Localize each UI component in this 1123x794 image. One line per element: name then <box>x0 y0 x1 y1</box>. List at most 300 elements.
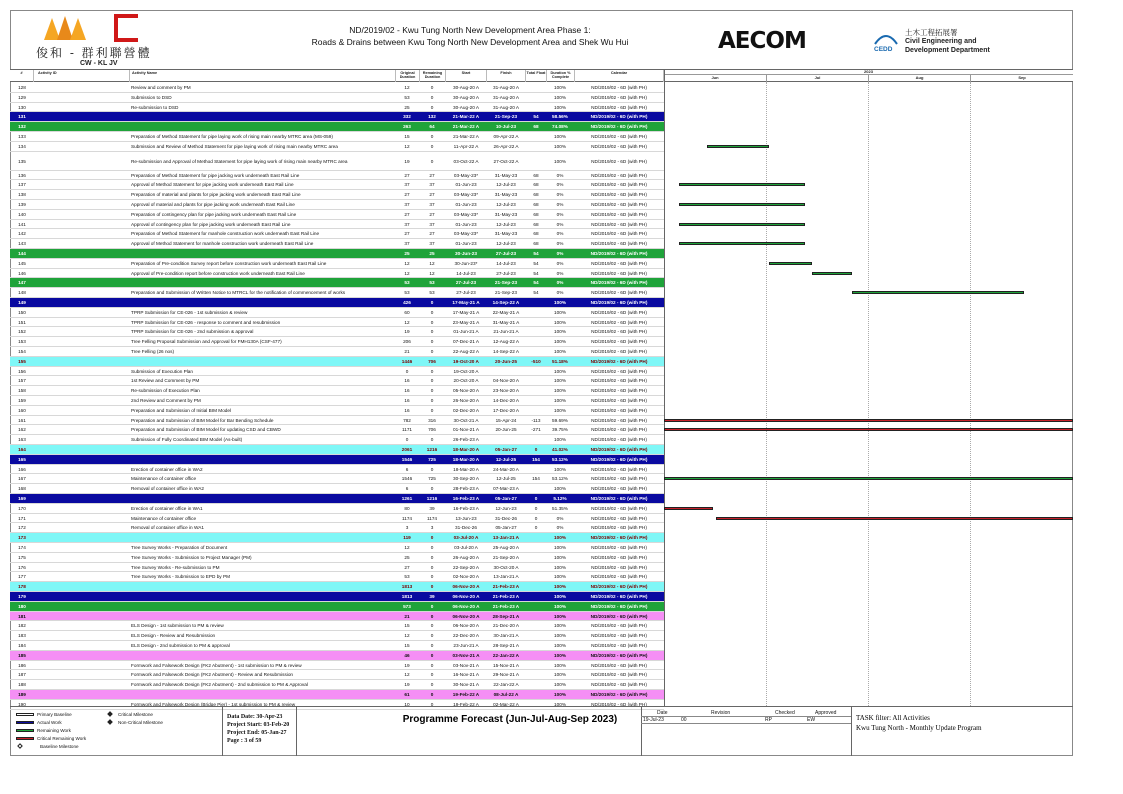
gantt-bar[interactable] <box>679 223 805 226</box>
wbs-row[interactable] <box>10 592 664 602</box>
cell-name: TPRP Submission for CE-026 - 2nd submission & approval <box>131 329 254 335</box>
project-start: Project Start: 03-Feb-20 <box>227 722 290 728</box>
table-row[interactable] <box>10 180 664 190</box>
cell-pc: 100% <box>554 486 566 492</box>
cell-cal: ND/2019/02 - 6D (with PH) <box>591 407 647 413</box>
cell-od: 27 <box>404 231 410 237</box>
col-activity-name[interactable]: Activity Name <box>130 70 396 82</box>
table-row[interactable] <box>10 142 664 152</box>
cell-st: 30-Aug-20 A <box>452 85 480 90</box>
cell-name: Tree Survey Works - Submission to EPD by PM <box>131 574 230 580</box>
cell-n: 150 <box>18 309 26 315</box>
cell-od: 21 <box>404 349 410 354</box>
timeline-month-aug: Aug <box>868 75 970 82</box>
cell-st: 23-Jun-21 A <box>453 643 479 648</box>
jv-logo <box>36 14 156 68</box>
col-start[interactable]: Start <box>446 70 487 82</box>
cell-st: 01-Jun-23 <box>455 202 477 207</box>
cell-rd: 0 <box>430 466 434 472</box>
cell-cal: ND/2019/02 - 6D (with PH) <box>590 358 648 364</box>
table-row[interactable] <box>10 465 664 475</box>
cell-st: 03-May-23* <box>453 192 479 198</box>
wbs-row[interactable] <box>10 494 664 504</box>
cell-st: 26-Feb-23 A <box>453 437 479 443</box>
cell-n: 153 <box>18 339 26 345</box>
table-row[interactable] <box>10 680 664 690</box>
table-row[interactable] <box>10 103 664 113</box>
cell-pc: 100% <box>554 682 566 688</box>
table-row[interactable] <box>10 504 664 514</box>
cell-pc: 100% <box>554 104 566 110</box>
cell-fi: 29-Nov-21 A <box>492 672 520 678</box>
cell-name: Re-submission to DSD <box>131 104 179 110</box>
cell-od: 3 <box>405 525 409 531</box>
cell-tf: 54 <box>533 251 539 256</box>
col-calendar[interactable]: Calendar <box>575 70 664 82</box>
cedd-en-2: Development Department <box>905 47 990 54</box>
cell-tf: 154 <box>532 456 540 462</box>
cell-od: 21 <box>404 613 410 619</box>
col-rem-dur[interactable]: Remaining Duration <box>420 70 446 82</box>
table-row[interactable] <box>10 386 664 396</box>
cell-od: 80 <box>404 505 410 511</box>
cell-st: 01-Jun-23 <box>455 241 477 247</box>
cell-od: 12 <box>404 672 410 678</box>
cell-rd: 0 <box>430 584 434 590</box>
cell-cal: ND/2019/02 - 6D (with PH) <box>591 701 647 707</box>
cell-cal: ND/2019/02 - 6D (with PH) <box>591 505 647 511</box>
cell-fi: 31-Aug-20 A <box>492 85 520 90</box>
table-row[interactable] <box>10 220 664 230</box>
gantt-bar[interactable] <box>664 507 713 510</box>
cell-st: 17-May-21 A <box>452 309 480 315</box>
cell-pc: 100% <box>554 388 566 394</box>
table-row[interactable] <box>10 259 664 269</box>
cell-od: 263 <box>403 124 411 130</box>
col-pct[interactable]: Duration % Complete <box>547 70 575 82</box>
wbs-row[interactable] <box>10 122 664 132</box>
cell-od: 19 <box>404 682 410 688</box>
gantt-bar[interactable] <box>707 145 769 148</box>
table-row[interactable] <box>10 171 664 181</box>
cell-name: Preparation and Submission of BIM Model for Bar Bending Schedule <box>131 417 274 423</box>
cell-rd: 1216 <box>426 496 438 501</box>
cell-st: 22-Dec-20 A <box>452 633 480 639</box>
gantt-gridline <box>970 82 971 706</box>
cell-n: 173 <box>18 535 26 541</box>
cell-pc: 100% <box>554 633 566 639</box>
cell-st: 11-Apr-22 A <box>453 143 479 149</box>
cell-tf: 54 <box>533 280 539 286</box>
wbs-row[interactable] <box>10 612 664 622</box>
table-row[interactable] <box>10 229 664 239</box>
cell-st: 16-Feb-23 A <box>452 496 480 501</box>
cell-pc: 100% <box>554 643 566 648</box>
gantt-gridline <box>868 82 869 706</box>
table-row[interactable] <box>10 661 664 671</box>
table-row[interactable] <box>10 406 664 416</box>
cell-name: Review and comment by PM <box>131 85 191 90</box>
table-row[interactable] <box>10 396 664 406</box>
cell-fi: 14-Dec-20 A <box>492 398 520 403</box>
cell-od: 53 <box>404 290 410 296</box>
cell-rd: 0 <box>430 134 434 139</box>
cell-tf: 68 <box>533 182 539 188</box>
cell-rd: 0 <box>430 682 434 688</box>
cell-od: 53 <box>404 94 410 100</box>
task-filter <box>856 713 982 733</box>
cell-cal: ND/2019/02 - 6D (with PH) <box>591 143 647 149</box>
cell-n: 137 <box>18 182 26 188</box>
cell-rd: 0 <box>430 613 434 619</box>
table-row[interactable] <box>10 523 664 533</box>
cell-od: 0 <box>405 368 409 374</box>
rev-header-date: Date <box>657 710 668 716</box>
table-row[interactable] <box>10 543 664 553</box>
cell-rd: 0 <box>430 158 434 164</box>
table-row[interactable] <box>10 210 664 220</box>
cell-st: 01-Jun-23 <box>455 221 477 227</box>
cedd-cn: 土木工程拓展署 <box>905 28 958 37</box>
cell-pc: 100% <box>554 623 566 629</box>
cell-n: 186 <box>18 662 26 668</box>
cell-od: 12 <box>404 319 410 325</box>
cell-n: 158 <box>18 388 26 394</box>
cell-cal: ND/2019/02 - 6D (with PH) <box>591 437 647 443</box>
cell-pc: 100% <box>554 143 566 149</box>
table-row[interactable] <box>10 416 664 426</box>
cell-n: 174 <box>18 545 26 550</box>
cell-od: 37 <box>404 241 410 247</box>
table-row[interactable] <box>10 376 664 386</box>
cell-rd: 37 <box>429 182 435 188</box>
cell-cal: ND/2019/02 - 6D (with PH) <box>590 603 648 609</box>
cell-od: 46 <box>404 652 410 658</box>
cell-od: 61 <box>404 692 410 697</box>
table-row[interactable] <box>10 553 664 563</box>
wbs-row[interactable] <box>10 455 664 465</box>
cell-n: 190 <box>18 701 26 707</box>
cell-name: Submission of Execution Plan <box>131 368 194 374</box>
legend-baseline-milestone: Baseline Milestone <box>16 744 79 749</box>
cell-n: 141 <box>18 221 26 227</box>
diamond-icon <box>107 711 113 717</box>
cell-fi: 17-Dec-20 A <box>492 407 520 413</box>
cell-pc: 100% <box>554 85 566 90</box>
cell-pc: 41.02% <box>552 447 568 452</box>
cell-od: 12 <box>404 270 410 276</box>
cell-od: 6 <box>405 486 409 492</box>
cell-pc: 59.69% <box>552 417 568 423</box>
cell-name: Preparation and Submission of Initial BIM Model <box>131 407 232 413</box>
cell-fi: 08-Jul-22 A <box>493 692 519 697</box>
cell-rd: 725 <box>428 456 436 462</box>
cell-pc: 100% <box>554 554 566 560</box>
cell-cal: ND/2019/02 - 6D (with PH) <box>591 682 647 688</box>
cell-fi: 23-Nov-20 A <box>492 388 520 394</box>
table-row[interactable] <box>10 200 664 210</box>
cell-pc: 53.12% <box>552 476 568 482</box>
cell-st: 03-May-23* <box>453 231 479 237</box>
cell-st: 19-Oct-20 A <box>453 358 479 364</box>
gantt-bar[interactable] <box>679 183 805 186</box>
cedd-logo <box>873 26 1003 60</box>
gantt-bar[interactable] <box>852 291 1024 294</box>
table-row[interactable] <box>10 670 664 680</box>
cell-st: 30-Jun-23* <box>454 260 478 266</box>
cell-cal: ND/2019/02 - 6D (with PH) <box>590 447 648 452</box>
cell-pc: 100% <box>554 535 566 541</box>
cell-fi: 12-Jul-23 <box>496 182 516 188</box>
cell-od: 12 <box>404 633 410 639</box>
cell-st: 22-Sep-20 A <box>452 564 480 570</box>
cell-pc: 100% <box>554 466 566 472</box>
cell-rd: 0 <box>430 85 434 90</box>
cell-n: 144 <box>18 251 26 256</box>
gantt-bar[interactable] <box>716 517 1073 520</box>
program-name: Kwu Tung North - Monthly Update Program <box>856 724 982 732</box>
cell-fi: 31-May-21 A <box>492 319 520 325</box>
table-row[interactable] <box>10 308 664 318</box>
cell-fi: 31-May-23 <box>494 211 518 217</box>
cell-od: 12 <box>404 260 410 266</box>
cell-n: 155 <box>18 358 26 364</box>
cell-pc: 100% <box>554 134 566 139</box>
cell-rd: 0 <box>430 407 434 413</box>
cell-name: Preparation and Submission of BIM Model for updating CSD and CBWD <box>131 427 281 433</box>
cell-rd: 12 <box>429 270 435 276</box>
col-num: # <box>10 70 34 82</box>
rev-header-checked: Checked <box>775 710 795 716</box>
cell-cal: ND/2019/02 - 6D (with PH) <box>590 124 648 130</box>
col-total-float[interactable]: Total Float <box>526 70 547 82</box>
cell-cal: ND/2019/02 - 6D (with PH) <box>591 574 647 580</box>
cell-fi: 07-Mar-23 A <box>493 486 519 492</box>
gantt-bar[interactable] <box>812 272 852 275</box>
cell-fi: 21-Feb-23 A <box>492 584 520 590</box>
cell-fi: 21-Sep-23 <box>494 114 518 120</box>
cell-fi: 12-Jul-23 <box>496 241 516 247</box>
footer-divider <box>641 706 642 756</box>
cell-pc: 100% <box>554 545 566 550</box>
table-row[interactable] <box>10 367 664 377</box>
cell-pc: 100% <box>554 574 566 580</box>
cell-n: 140 <box>18 211 26 217</box>
cell-n: 157 <box>18 378 26 384</box>
footer-divider <box>296 706 297 756</box>
wbs-row[interactable] <box>10 690 664 700</box>
table-row[interactable] <box>10 435 664 445</box>
cell-pc: 0% <box>556 280 564 286</box>
cell-name: Preparation of Method Statement for manhole construction work underneath East Rail Line <box>131 231 320 237</box>
table-row[interactable] <box>10 327 664 337</box>
cell-tf: 54 <box>533 114 539 120</box>
cell-rd: 0 <box>430 643 434 648</box>
cell-rd: 0 <box>430 692 434 697</box>
col-activity-id[interactable]: Activity ID <box>34 70 130 82</box>
cell-pc: 51.18% <box>552 358 568 364</box>
cell-pc: 0% <box>556 241 564 247</box>
cell-tf: 54 <box>533 290 539 296</box>
cell-pc: 0% <box>556 221 564 227</box>
cell-st: 21-Mar-22 A <box>452 114 480 120</box>
cell-pc: 58.56% <box>552 114 568 120</box>
legend-actual-work: Actual Work <box>16 720 62 725</box>
cell-n: 178 <box>18 584 26 590</box>
col-finish[interactable]: Finish <box>487 70 526 82</box>
gantt-bar[interactable] <box>664 477 1073 480</box>
cell-rd: 3 <box>430 525 434 531</box>
gantt-bar[interactable] <box>679 203 805 206</box>
cell-rd: 53 <box>429 290 435 296</box>
cell-n: 160 <box>18 407 26 413</box>
table-row[interactable] <box>10 288 664 298</box>
table-row[interactable] <box>10 93 664 103</box>
cell-name: Preparation of contingency plan for pipe jacking work underneath East Rail Line <box>131 211 297 217</box>
table-row[interactable] <box>10 484 664 494</box>
cell-st: 17-May-21 A <box>452 300 480 305</box>
table-row[interactable] <box>10 239 664 249</box>
cell-tf: 68 <box>533 211 539 217</box>
table-row[interactable] <box>10 641 664 651</box>
cell-cal: ND/2019/02 - 6D (with PH) <box>591 466 647 472</box>
wbs-row[interactable] <box>10 602 664 612</box>
table-row[interactable] <box>10 83 664 93</box>
cell-od: 12 <box>404 85 410 90</box>
cell-name: Approval of Pre-condition report before construction work underneath East Rail Line <box>131 270 305 276</box>
cell-od: 27 <box>404 172 410 178</box>
cell-rd: 706 <box>428 427 436 433</box>
cell-rd: 0 <box>430 388 434 394</box>
cell-od: 15 <box>404 134 410 139</box>
cell-name: Approval of Method Statement for pipe jacking work underneath East Rail Line <box>131 182 294 188</box>
cell-n: 154 <box>18 349 26 354</box>
cell-cal: ND/2019/02 - 6D (with PH) <box>591 368 647 374</box>
cell-cal: ND/2019/02 - 6D (with PH) <box>590 692 648 697</box>
cell-st: 06-Nov-20 A <box>452 584 480 590</box>
cell-fi: 04-Nov-20 A <box>492 378 520 384</box>
wbs-row[interactable] <box>10 651 664 661</box>
cell-cal: ND/2019/02 - 6D (with PH) <box>590 584 648 590</box>
cell-name: Tree Survey Works - Preparation of Document <box>131 545 228 550</box>
cell-st: 30-Jun-23 <box>455 251 477 256</box>
cw-logo-icon <box>44 14 86 40</box>
wbs-row[interactable] <box>10 112 664 122</box>
col-orig-dur[interactable]: Original Duration <box>396 70 420 82</box>
cell-pc: 100% <box>554 672 566 678</box>
jv-name-cn: 俊和 - 群利聯營體 <box>36 46 152 60</box>
cell-name: Approval of contingency plan for pipe jacking work underneath East Rail Line <box>131 221 291 227</box>
cell-rd: 1216 <box>426 447 438 452</box>
legend-critical-milestone: Critical Milestone <box>108 712 153 717</box>
cell-st: 06-Nov-20 A <box>452 613 480 619</box>
cell-pc: 100% <box>554 378 566 384</box>
cell-od: 19 <box>404 329 410 335</box>
cell-fi: 21-Dec-20 A <box>492 623 520 629</box>
cell-n: 188 <box>18 682 26 688</box>
cell-pc: 100% <box>554 701 566 707</box>
cell-name: Re-submission of Execution Plan <box>131 388 200 394</box>
cell-tf: 54 <box>533 260 539 266</box>
table-row[interactable] <box>10 631 664 641</box>
cell-pc: 100% <box>554 94 566 100</box>
cell-name: Removal of container office in WA2 <box>131 486 204 492</box>
table-row[interactable] <box>10 474 664 484</box>
cell-pc: 0% <box>556 192 564 198</box>
timeline-month-jul: Jul <box>766 75 868 82</box>
cell-tf: 0 <box>534 525 538 531</box>
wbs-row[interactable] <box>10 249 664 259</box>
gantt-bar[interactable] <box>664 428 1073 431</box>
wbs-row[interactable] <box>10 357 664 367</box>
cell-cal: ND/2019/02 - 6D (with PH) <box>591 378 647 384</box>
wbs-row[interactable] <box>10 278 664 288</box>
cell-st: 07-Dec-21 A <box>452 339 480 345</box>
cell-tf: 68 <box>533 202 539 207</box>
cell-fi: 02-Mar-22 A <box>493 701 519 707</box>
cell-name: Submission of Fully Coordinated BIM Model (As-built) <box>131 437 243 443</box>
cell-cal: ND/2019/02 - 6D (with PH) <box>591 417 647 423</box>
cell-st: 01-Nov-21 A <box>452 427 480 433</box>
cell-n: 181 <box>18 613 26 619</box>
cell-pc: 100% <box>554 158 566 164</box>
table-row[interactable] <box>10 190 664 200</box>
table-row[interactable] <box>10 572 664 582</box>
table-row[interactable] <box>10 425 664 435</box>
cell-fi: 31-Aug-20 A <box>492 104 520 110</box>
cell-n: 189 <box>18 692 26 697</box>
cell-pc: 51.35% <box>552 505 568 511</box>
table-row[interactable] <box>10 347 664 357</box>
wbs-row[interactable] <box>10 298 664 308</box>
cell-cal: ND/2019/02 - 6D (with PH) <box>591 231 647 237</box>
cell-pc: 0% <box>556 182 564 188</box>
table-row[interactable] <box>10 621 664 631</box>
cell-pc: 100% <box>554 319 566 325</box>
table-row[interactable] <box>10 514 664 524</box>
cell-n: 176 <box>18 564 26 570</box>
cell-fi: 05-Jan-27 <box>495 525 517 531</box>
gantt-bar[interactable] <box>664 419 1073 422</box>
cell-n: 168 <box>18 486 26 492</box>
cell-cal: ND/2019/02 - 6D (with PH) <box>590 456 648 462</box>
table-row[interactable] <box>10 269 664 279</box>
cell-cal: ND/2019/02 - 6D (with PH) <box>591 476 647 482</box>
cell-name: Re-submission and Approval of Method Statement for pipe laying work of rising main nearby MTRC area <box>131 158 348 164</box>
cell-pc: 39.75% <box>552 427 568 433</box>
cell-name: Maintenance of container office <box>131 515 197 521</box>
wbs-row[interactable] <box>10 582 664 592</box>
cell-cal: ND/2019/02 - 6D (with PH) <box>591 623 647 629</box>
cell-tf: 0 <box>534 515 538 521</box>
table-row[interactable] <box>10 563 664 573</box>
cell-pc: 100% <box>554 613 566 619</box>
gantt-bar[interactable] <box>679 242 805 245</box>
cell-cal: ND/2019/02 - 6D (with PH) <box>591 564 647 570</box>
table-row[interactable] <box>10 318 664 328</box>
gantt-bar[interactable] <box>769 262 812 265</box>
table-row[interactable] <box>10 337 664 347</box>
wbs-row[interactable] <box>10 533 664 543</box>
wbs-row[interactable] <box>10 445 664 455</box>
cell-st: 27-Jul-23 <box>455 280 477 286</box>
table-row[interactable] <box>10 132 664 142</box>
cell-fi: 25-Aug-20 A <box>492 545 520 550</box>
table-row[interactable] <box>10 152 664 171</box>
cell-pc: 0% <box>556 231 564 237</box>
cedd-abbrev: CEDD <box>874 46 893 52</box>
cell-fi: 26-Apr-22 A <box>493 143 519 149</box>
